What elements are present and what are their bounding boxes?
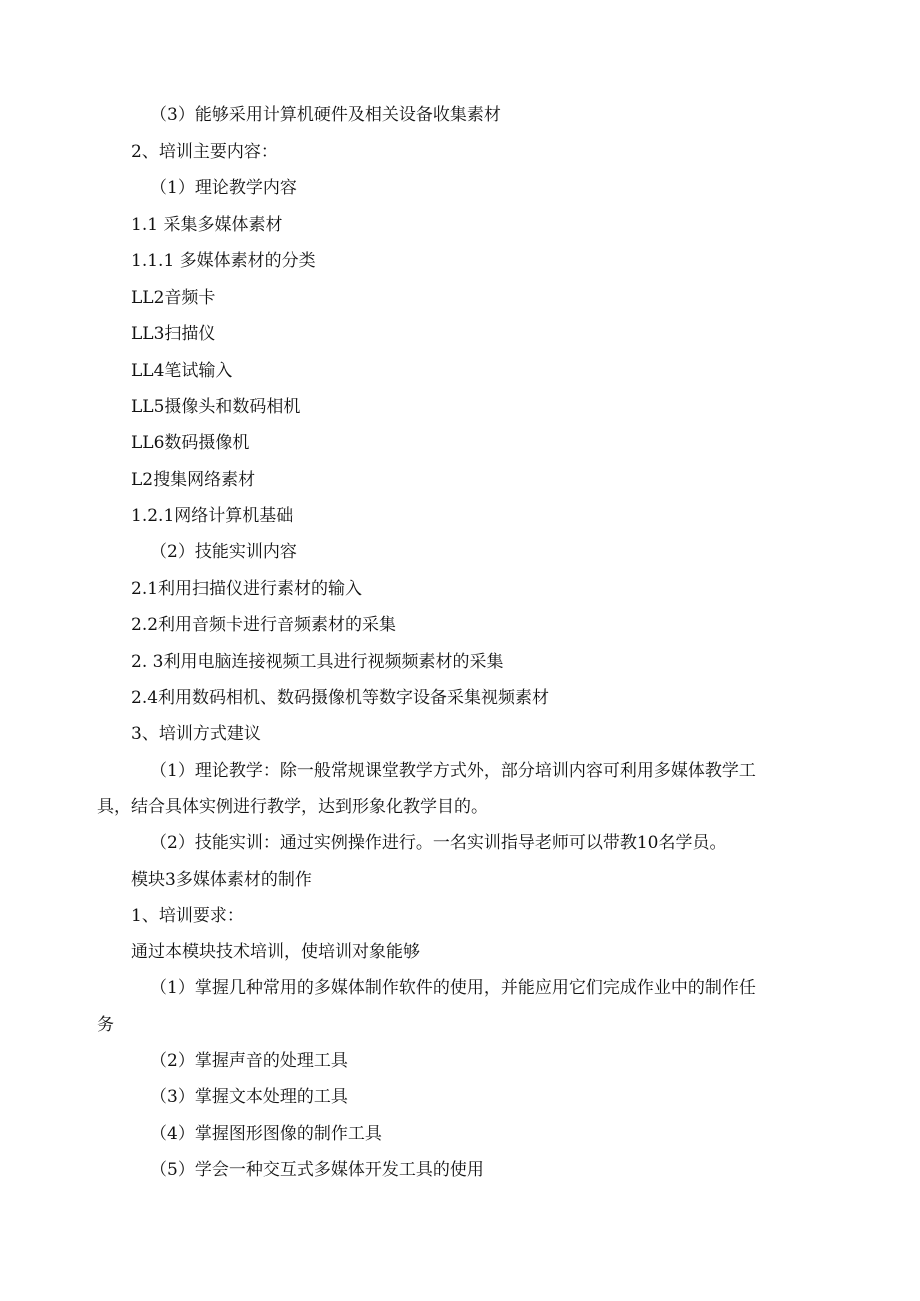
text-line-1-1: 1.1 采集多媒体素材 bbox=[131, 215, 283, 235]
text-line-2-1: 2.1利用扫描仪进行素材的输入 bbox=[131, 579, 363, 599]
text-line-1-2-1: 1.2.1网络计算机基础 bbox=[131, 506, 294, 526]
subheading-theory-content: （1）理论教学内容 bbox=[150, 178, 297, 198]
text-line-ll6: LL6数码摄像机 bbox=[131, 433, 250, 453]
text-line-l2: L2搜集网络素材 bbox=[131, 470, 256, 490]
text-line-req-3: （3）掌握文本处理的工具 bbox=[150, 1087, 348, 1107]
text-line-req-2: （2）掌握声音的处理工具 bbox=[150, 1051, 348, 1071]
text-line-req-5: （5）学会一种交互式多媒体开发工具的使用 bbox=[150, 1160, 484, 1180]
heading-training-content: 2、培训主要内容： bbox=[131, 142, 278, 162]
text-line-theory-teaching-cont: 具，结合具体实例进行教学，达到形象化教学目的。 bbox=[97, 797, 488, 817]
text-line-ll5: LL5摄像头和数码相机 bbox=[131, 397, 301, 417]
text-line-2-3: 2. 3利用电脑连接视频工具进行视频频素材的采集 bbox=[131, 652, 504, 672]
text-line-1-1-1: 1.1.1 多媒体素材的分类 bbox=[131, 251, 316, 271]
text-line-req-1: （1）掌握几种常用的多媒体制作软件的使用，并能应用它们完成作业中的制作任 bbox=[150, 978, 756, 998]
text-line-objective-3: （3）能够采用计算机硬件及相关设备收集素材 bbox=[150, 105, 501, 125]
text-line-intro: 通过本模块技术培训，使培训对象能够 bbox=[131, 942, 420, 962]
text-line-ll4: LL4笔试输入 bbox=[131, 361, 233, 381]
text-line-req-1-cont: 务 bbox=[97, 1015, 114, 1035]
heading-training-requirements: 1、培训要求： bbox=[131, 906, 244, 926]
text-line-ll2: LL2音频卡 bbox=[131, 288, 216, 308]
text-line-2-4: 2.4利用数码相机、数码摄像机等数字设备采集视频素材 bbox=[131, 688, 550, 708]
text-line-skill-training: （2）技能实训：通过实例操作进行。一名实训指导老师可以带教10名学员。 bbox=[150, 833, 727, 853]
heading-training-method: 3、培训方式建议 bbox=[131, 724, 261, 744]
text-line-req-4: （4）掌握图形图像的制作工具 bbox=[150, 1124, 382, 1144]
text-line-2-2: 2.2利用音频卡进行音频素材的采集 bbox=[131, 615, 397, 635]
heading-module-3: 模块3多媒体素材的制作 bbox=[131, 870, 312, 890]
text-line-theory-teaching: （1）理论教学：除一般常规课堂教学方式外，部分培训内容可利用多媒体教学工 bbox=[150, 761, 756, 781]
subheading-skill-content: （2）技能实训内容 bbox=[150, 542, 297, 562]
text-line-ll3: LL3扫描仪 bbox=[131, 324, 216, 344]
